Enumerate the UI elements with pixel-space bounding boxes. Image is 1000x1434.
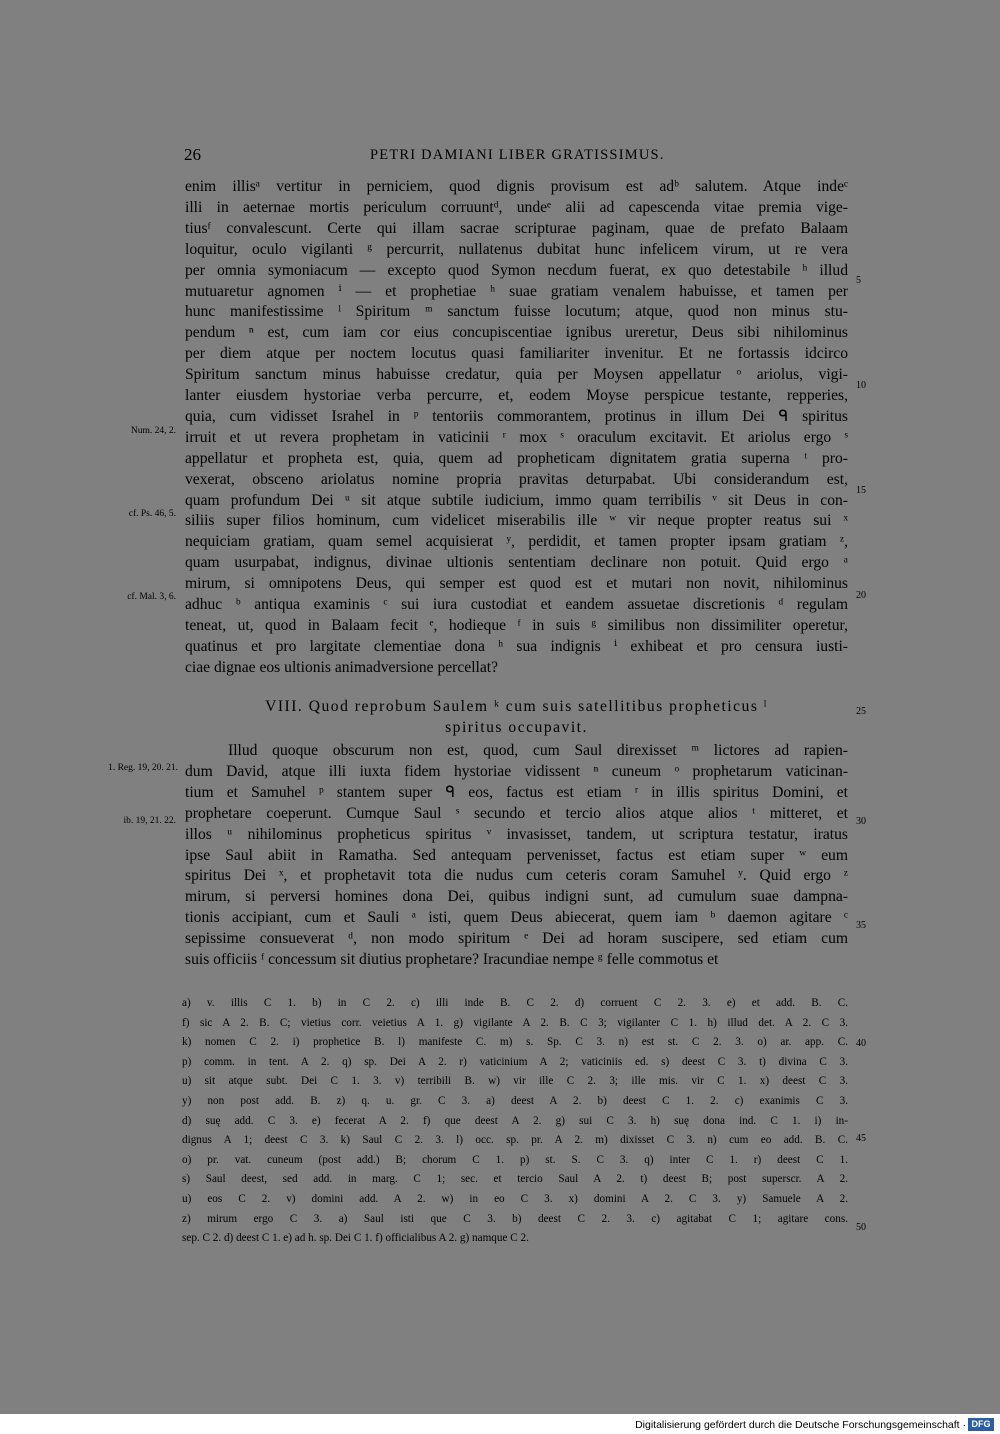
text-line: enim illisᵃ vertitur in perniciem, quod dignis provisum est adᵇ salutem. Atque indeᶜ xyxy=(185,178,848,195)
line-number: 35 xyxy=(856,920,866,931)
margin-reference: cf. Mal. 3, 6. xyxy=(127,592,176,602)
text-line: quia, cum vidisset Israhel in ᵖ tentoriis commorantem, protinus in illum Dei ᑫ spiritus xyxy=(185,407,848,425)
margin-reference: cf. Ps. 46, 5. xyxy=(128,509,176,519)
text-line: loquitur, oculo vigilanti ᵍ percurrit, nullatenus dubitat hunc infelicem virum, ut re vera xyxy=(185,240,848,258)
footnote-line: y) non post add. B. z) q. u. gr. C 3. a) deest A 2. b) deest C 1. 2. c) exanimis C 3. xyxy=(182,1095,848,1107)
footnote-line: k) nomen C 2. i) prophetice B. l) manifeste C. m) s. Sp. C 3. n) est st. C 2. 3. o) ar. app. C. xyxy=(182,1036,848,1049)
margin-reference: ib. 19, 21. 22. xyxy=(123,816,176,826)
text-line: dum David, atque illi iuxta fidem hystoriae vidissent ⁿ cuneum ᵒ prophetarum vaticinan- xyxy=(185,762,848,780)
footnote-line: a) v. illis C 1. b) in C 2. c) illi inde B. C 2. d) corruent C 2. 3. e) et add. B. C. xyxy=(182,997,848,1009)
text-line: tiusᶠ convalescunt. Certe qui illam sacrae scripturae paginam, quae de prefato Balaam xyxy=(185,219,848,237)
text-line: quatinus et pro largitate clementiae dona ʰ sua indignis ⁱ exhibeat et pro censura iusti- xyxy=(185,637,848,655)
text-line: vexerat, obsceno ariolatus nomine propria pravitas deturpabat. Ubi considerandum est, xyxy=(185,470,848,488)
footnote-line: p) comm. in tent. A 2. q) sp. Dei A 2. r) vaticinium A 2; vaticiniis ed. s) deest C 3. t) divina C 3. xyxy=(182,1055,848,1068)
chapter-heading-line1: VIII. Quod reprobum Saulem ᵏ cum suis satellitibus propheticus ˡ xyxy=(265,698,768,715)
text-line: tionis accipiant, cum et Sauli ᵃ isti, quem Deus abiecerat, quem iam ᵇ daemon agitare ᶜ xyxy=(185,909,848,927)
footnote-line: z) mirum ergo C 3. a) Saul isti que C 3. b) deest C 2. 3. c) agitabat C 1; agitare cons. xyxy=(182,1212,848,1225)
line-number: 30 xyxy=(856,816,866,827)
text-line: tium et Samuhel ᵖ stantem super ᑫ eos, factus est etiam ʳ in illis spiritus Domini, et xyxy=(185,783,848,801)
footnote-line: f) sic A 2. B. C; vietius corr. veietius A 1. g) vigilante A 2. B. C 3; vigilanter C 1. h) illud det. A 2. C 3. xyxy=(182,1016,848,1029)
footnote-line: sep. C 2. d) deest C 1. e) ad h. sp. Dei C 1. f) officialibus A 2. g) namque C 2. xyxy=(182,1232,529,1245)
text-line: suis officiis ᶠ concessum sit diutius prophetare? Iracundiae nempe ᵍ felle commotus et xyxy=(185,951,719,968)
dfg-logo: DFG xyxy=(968,1418,994,1431)
text-line: ciae dignae eos ultionis animadversione percellat? xyxy=(185,658,499,676)
text-line: appellatur et propheta est, quia, quem ad propheticam dignitatem gratia superna ᵗ pro- xyxy=(185,449,848,467)
text-line: per diem atque per noctem locutus quasi familiariter invenitur. Et ne fortassis idcirco xyxy=(185,345,848,363)
funding-credit: Digitalisierung gefördert durch die Deutsche Forschungsgemeinschaft · xyxy=(635,1419,966,1431)
chapter-heading-line2: spiritus occupavit. xyxy=(445,719,588,736)
footnote-line: d) suę add. C 3. e) fecerat A 2. f) que deest A 2. g) sui C 3. h) suę dona ind. C 1. i) in- xyxy=(182,1114,848,1127)
line-number: 5 xyxy=(856,275,861,286)
text-line: mutuaretur agnomen ⁱ — et prophetiae ʰ suae gratiam venalem habuisse, et tamen per xyxy=(185,282,848,300)
text-line: adhuc ᵇ antiqua examinis ᶜ sui iura custodiat et eandem assuetae discretionis ᵈ regulam xyxy=(185,596,848,613)
text-line: spiritus Dei ˣ, et prophetavit tota die nudus cum ceteris coram Samuhel ʸ. Quid ergo ᶻ xyxy=(185,867,848,885)
margin-reference: 1. Reg. 19, 20. 21. xyxy=(108,763,178,773)
line-number: 40 xyxy=(856,1038,866,1049)
running-title: PETRI DAMIANI LIBER GRATISSIMUS. xyxy=(370,147,665,163)
text-line: pendum ⁿ est, cum iam cor eius concupiscentiae ignibus ureretur, Deus sibi nihilominus xyxy=(185,324,848,342)
text-line: hunc manifestissime ˡ Spiritum ᵐ sanctum fuisse locutum; atque, quod non minus stu- xyxy=(185,303,848,321)
text-line: sepissime consueverat ᵈ, non modo spiritum ᵉ Dei ad horam suscipere, sed etiam cum xyxy=(185,930,848,948)
footnote-line: u) sit atque subt. Dei C 1. 3. v) terribili B. w) vir ille C 2. 3; ille mis. vir C 1. x) deest C 3. xyxy=(182,1075,848,1088)
line-number: 10 xyxy=(856,380,866,391)
footnote-line: s) Saul deest, sed add. in marg. C 1; sec. et tercio Saul A 2. t) deest B; post superscr. A 2. xyxy=(182,1173,848,1186)
text-line: Spiritum sanctum minus habuisse credatur, quia per Moysen appellatur ᵒ ariolus, vigi- xyxy=(185,366,848,384)
text-line: nequiciam gratiam, quam semel acquisierat ʸ, perdidit, et tamen propter ipsam gratiam ᶻ, xyxy=(185,533,848,551)
text-line: illi in aeternae mortis periculum corruuntᵈ, undeᵉ alii ad capescenda vitae premia vige- xyxy=(185,198,848,216)
text-line: ipse Saul abiit in Ramatha. Sed antequam pervenisset, factus est etiam super ʷ eum xyxy=(185,846,848,864)
text-line: quam profundum Dei ᵘ sit atque subtile iudicium, immo quam terribilis ᵛ sit Deus in con- xyxy=(185,491,848,509)
line-number: 50 xyxy=(856,1222,866,1233)
margin-reference: Num. 24, 2. xyxy=(130,426,176,436)
text-line: Illud quoque obscurum non est, quod, cum Saul direxisset ᵐ lictores ad rapien- xyxy=(228,742,848,759)
line-number: 20 xyxy=(856,590,866,601)
text-line: per omnia symoniacum — excepto quod Symon necdum fuerat, ex quo detestabile ʰ illud xyxy=(185,261,848,279)
footnote-line: o) pr. vat. cuneum (post add.) B; chorum C 1. p) st. S. C 3. q) inter C 1. r) deest C 1. xyxy=(182,1153,848,1166)
text-line: illos ᵘ nihilominus propheticus spiritus ᵛ invasisset, tandem, ut scriptura testatur, iratus xyxy=(185,825,848,843)
footer-bar xyxy=(0,1414,1000,1434)
text-line: teneat, ut, quod in Balaam fecit ᵉ, hodieque ᶠ in suis ᵍ similibus non dissimiliter operetur, xyxy=(185,616,848,634)
text-line: lanter eiusdem hystoriae verba percurre, et, eodem Moyse perspicue testante, repperies, xyxy=(185,387,848,404)
text-line: siliis super filios hominum, cum videlicet miserabilis ille ʷ vir neque propter reatus sui ˣ xyxy=(185,512,848,530)
footnote-line: u) eos C 2. v) domini add. A 2. w) in eo C 3. x) domini A 2. C 3. y) Samuele A 2. xyxy=(182,1193,848,1205)
line-number: 15 xyxy=(856,485,866,496)
text-line: irruit et ut revera prophetam in vaticinii ʳ mox ˢ oraculum excitavit. Et ariolus ergo ˢ xyxy=(185,428,848,446)
text-line: quam usurpabat, indignus, divinae ultionis sententiam declinare non potuit. Quid ergo ᵃ xyxy=(185,554,848,572)
page-number: 26 xyxy=(184,145,201,164)
text-line: mirum, si omnipotens Deus, qui semper est quod est et mutari non novit, nihilominus xyxy=(185,575,848,593)
line-number: 25 xyxy=(856,706,866,717)
text-line: mirum, si perversi homines dona Dei, quibus indigni sunt, ad cumulum suae dampna- xyxy=(185,888,848,906)
text-line: prophetare coeperunt. Cumque Saul ˢ secundo et tercio alios atque alios ᵗ mitteret, et xyxy=(185,804,848,822)
line-number: 45 xyxy=(856,1133,866,1144)
footnote-line: dignus A 1; deest C 3. k) Saul C 2. 3. l) occ. sp. pr. A 2. m) dixisset C 3. n) cum eo add. B. C. xyxy=(182,1134,848,1147)
